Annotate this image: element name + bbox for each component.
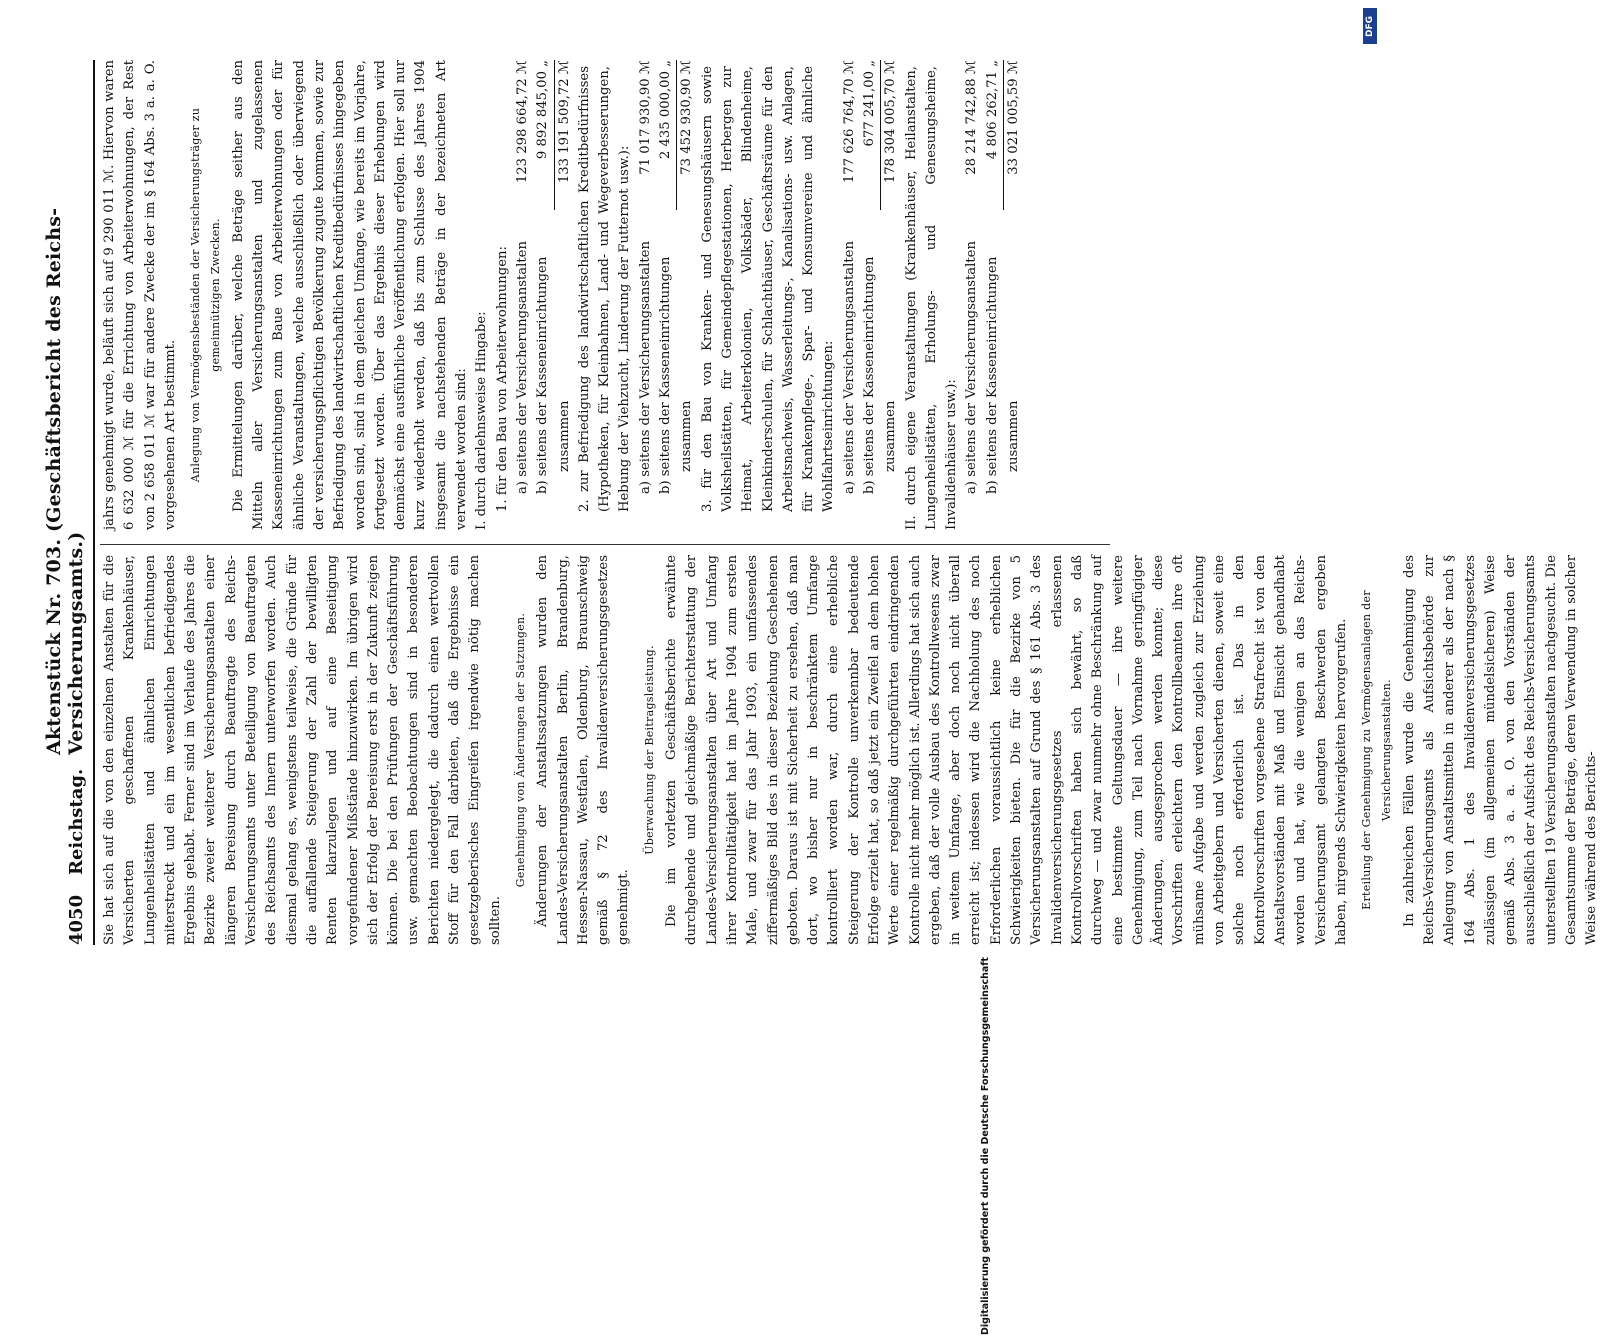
column-divider [100,544,1110,545]
table-row: I. durch darlehnsweise Hingabe: [474,311,490,530]
table-row: zusammen 73 452 930,90 ℳ [676,60,697,530]
paragraph: jahrs genehmigt wurde, beläuft sich auf 9 290 011 ℳ. Hiervon waren 6 632 000 ℳ für die Errichtung von Arbeiterwohnungen, der Rest von 2 658 011 ℳ war für andere Zwecke der im § 164 Abs. 3 a. a. O. vorgesehenen Art bestimmt. [102,60,178,530]
section-heading: Überwachung der Beitragsleistung. [642,645,656,855]
table-row: 3. für den Bau von Kranken- und Genesungshäusern sowie Volksheilstätten, für Gemeindepflegestationen, Herbergen zur Heimat, Arbeiterkolonien, Volksbäder, Blindenheime, Kleinkinderschulen, für Schlachthäuser, Geschäftsräume für den Arbeitsnachweis, Wasserleitungs-, Kanalisations- usw. Anlagen, für Krankenpflege-, Spar- und Konsumvereine und ähnliche Wohlfahrtseinrichtungen: [699,66,837,512]
table-row: zusammen 33 021 005,59 ℳ [1003,60,1024,530]
table-row: zusammen 133 191 509,72 ℳ [554,60,575,530]
table-row: a) seitens der Versicherungsanstalten 123 298 664,72 ℳ [514,60,530,494]
page-title: Aktenstück Nr. 703. (Geschäftsbericht des Reichs-Versicherungsamts.) [43,207,87,755]
dfg-logo: DFG [1363,8,1377,44]
table-row: b) seitens der Kasseneinrichtungen 9 892 845,00 „ [535,60,551,494]
section-heading: Anlegung von Vermögensbeständen der Versicherungsträger zu gemeinnützigen Zwecken. [189,107,223,483]
table-row: 1. für den Bau von Arbeiterwohnungen: [494,246,510,512]
paragraph: Die Ermittelungen darüber, welche Beträge seither aus den Mitteln aller Versicherungsanstalten und zugelassenen Kasseneinrichtungen zum Baue von Arbeiterwohnungen oder für ähnliche Veranstaltungen, welche ausschließlich oder überwiegend der versicherungspflichtigen Bevölkerung zugute kommen, sowie zur Befriedigung des landwirtschaftlichen Kreditbedürfnisses hingegeben worden sind, sind in dem gleichen Umfange, wie bereits im Vorjahre, fortgesetzt worden. Über das Ergebnis dieser Erhebungen wird demnächst eine ausführliche Veröffentlichung erfolgen. Hier soll nur kurz wiederholt werden, daß bis zum Schlusse des Jahres 1904 insgesamt die nachstehenden Beträge in der bezeichneten Art verwendet worden sind: [230,60,470,530]
table-row: a) seitens der Versicherungsanstalten 177 626 764,70 ℳ [841,60,857,494]
digitization-notice: Digitalisierung gefördert durch die Deutsche Forschungsgemeinschaft [980,957,991,1335]
table-row: II. durch eigene Veranstaltungen (Krankenhäuser, Heilanstalten, Lungenheilstätten, Erholungs- und Genesungsheime, Invalidenhäuser usw.): [903,66,960,530]
section-heading: Erteilung der Genehmigung zu Vermögensanlagen der Versicherungsanstalten. [1360,590,1394,910]
page-header [43,60,95,945]
table-row: a) seitens der Versicherungsanstalten 28 214 742,88 ℳ [964,60,980,494]
paragraph: In zahlreichen Fällen wurde die Genehmigung des Reichs-Versicherungsamts als Aufsichtsbehörde zur Anlegung von Anstaltsmitteln in anderer als der nach § 164 Abs. 1 des Invalidenversicherungsgesetzes zulässigen (im allgemeinen mündelsicheren) Weise gemäß Abs. 3 a. a. O. von den Vorständen der ausschließlich der Aufsicht des Reichs-Versicherungsamts unterstellten 19 Versicherungsanstalten nachgesucht. Die Gesamtsumme der Beträge, deren Verwendung in solcher Weise während des Berichts- [1401,555,1600,945]
table-row: b) seitens der Kasseneinrichtungen 677 241,00 „ [861,60,877,494]
running-title: Reichstag. [66,768,87,875]
left-column [100,555,1600,945]
paragraph: Die im vorletzten Geschäftsberichte erwähnte durchgehende und gleichmäßige Berichterstattung der Landes-Versicherungsanstalten über Art und Umfang ihrer Kontrolltätigkeit hat im Jahre 1904 zum ersten Male, und zwar für das Jahr 1903, ein umfassendes ziffermäßiges Bild des in dieser Beziehung Geschehenen geboten. Daraus ist mit Sicherheit zu ersehen, daß man dort, wo bisher nur in beschränktem Umfange kontrolliert worden war, durch eine erhebliche Steigerung der Kontrolle unverkennbar bedeutende Erfolge erzielt hat, so daß jetzt ein Zweifel an dem hohen Werte einer regelmäßig durchgeführten eindringenden Kontrolle nicht mehr möglich ist. Allerdings hat sich auch ergeben, daß der volle Ausbau des Kontrollwesens zwar in weitem Umfange, aber doch noch nicht überall erreicht ist; indessen wird die Nachholung des noch Erforderlichen voraussichtlich keine erheblichen Schwierigkeiten bieten. Die für die Bezirke von 5 Versicherungsanstalten auf Grund des § 161 Abs. 3 des Invalidenversicherungsgesetzes erlassenen Kontrollvorschriften haben sich bewährt, so daß durchweg — und zwar nunmehr ohne Beschränkung auf eine bestimmte Geltungsdauer — ihre weitere Genehmigung, zum Teil nach Vornahme geringfügiger Änderungen, ausgesprochen werden konnte; diese Vorschriften erleichtern den Kontrollbeamten ihre oft mühsame Aufgabe und werden zugleich zur Erziehung von Arbeitgebern und Versicherten dienen, soweit eine solche noch erforderlich ist. Das in den Kontrollvorschriften vorgesehene Strafrecht ist von den Anstaltsvorständen mit Maß und Einsicht gehandhabt worden und hat, wie die wenigen an das Reichs-Versicherungsamt gelangten Beschwerden ergeben haben, nirgends Schwierigkeiten hervorgerufen. [664,555,1349,945]
right-column [100,60,1110,530]
table-row: b) seitens der Kasseneinrichtungen 4 806 262,71 „ [984,60,1000,494]
paragraph: Sie hat sich auf die von den einzelnen Anstalten für die Versicherten geschaffenen Krankenhäuser, Lungenheilstätten und ähnlichen Einrichtungen miterstreckt und ein im wesentlichen befriedigendes Ergebnis gehabt. Ferner sind im Verlaufe des Jahres die Bezirke zweier weiterer Versicherungsanstalten einer längeren Bereisung durch Beauftragte des Reichs-Versicherungsamts unter Beteiligung von Beauftragten des Reichsamts des Innern unterworfen worden. Auch diesmal gelang es, wenigstens teilweise, die Gründe für die auffallende Steigerung der Zahl der bewilligten Renten klarzulegen und auf eine Beseitigung vorgefundener Mißstände hinzuwirken. Im übrigen wird sich der Erfolg der Bereisung erst in der Zukunft zeigen können. Die bei den Prüfungen der Geschäftsführung usw. gemachten Beobachtungen sind in besonderen Berichten niedergelegt, die dadurch einen wertvollen Stoff für den Fall darbieten, daß die Ergebnisse ein gesetzgeberisches Eingreifen irgendwie nötig machen sollten. [102,555,503,945]
section-heading: Genehmigung von Änderungen der Satzungen. [513,612,527,888]
table-row: 2. zur Befriedigung des landwirtschaftlichen Kreditbedürfnisses (Hypotheken, für Kleinbahnen, Land- und Wegeverbesserungen, Hebung der Viehzucht, Linderung der Futternot usw.): [576,66,633,512]
table-row: zusammen 178 304 005,70 ℳ [880,60,901,530]
table-row: a) seitens der Versicherungsanstalten 71 017 930,90 ℳ [637,60,653,494]
paragraph: Änderungen der Anstaltssatzungen wurden den Landes-Versicherungsanstalten Berlin, Brandenburg, Hessen-Nassau, Westfalen, Oldenburg, Braunschweig gemäß § 72 des Invalidenversicherungsgesetzes genehmigt. [535,555,632,945]
page-number: 4050 [66,894,87,945]
table-row: b) seitens der Kasseneinrichtungen 2 435 000,00 „ [658,60,674,494]
